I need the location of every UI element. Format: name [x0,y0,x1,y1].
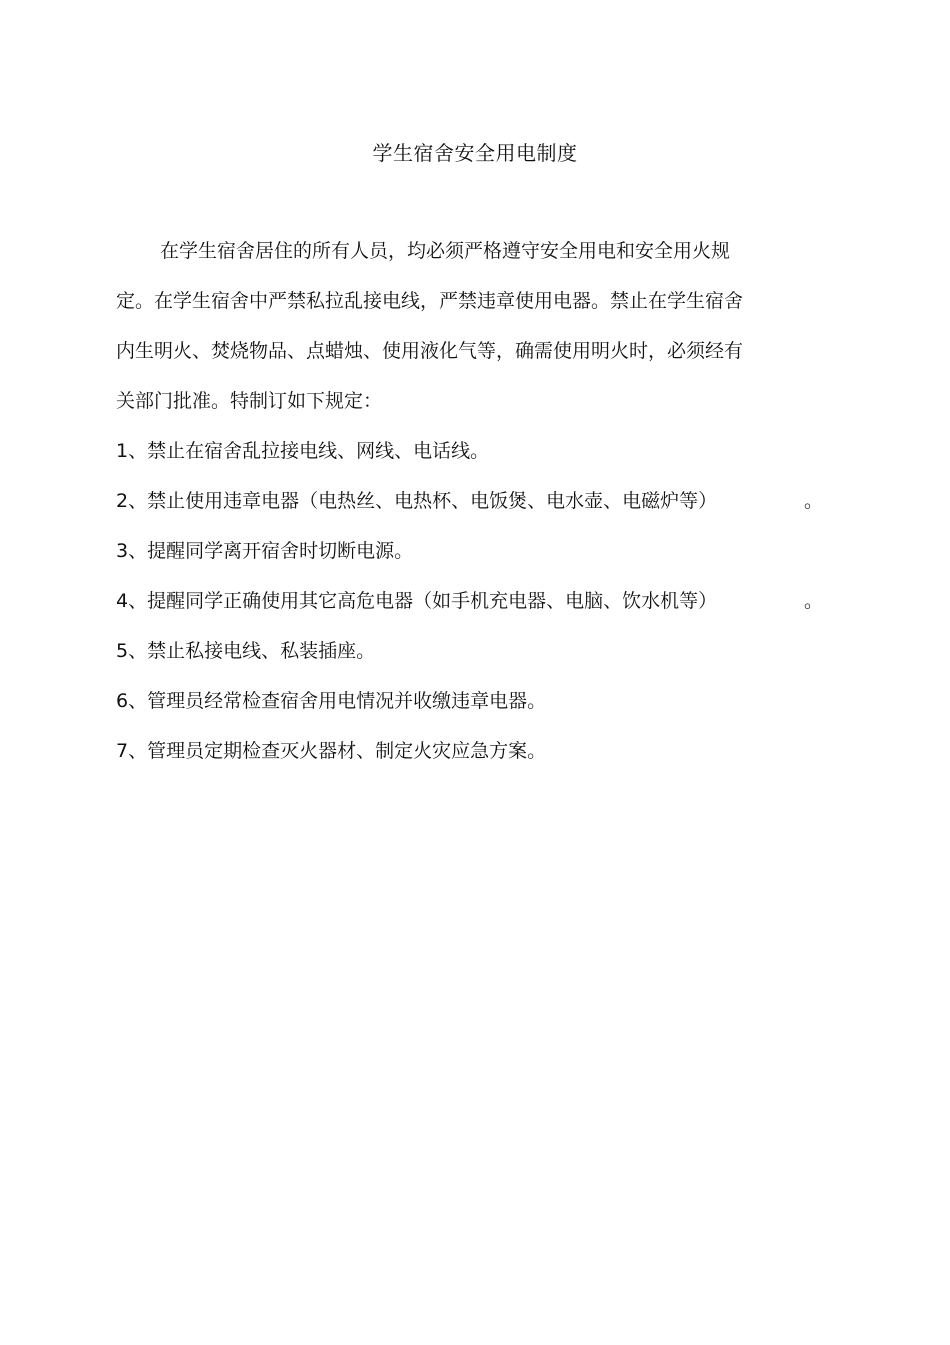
rule-text: 7、管理员定期检查灭火器材、制定火灾应急方案。 [116,740,547,762]
intro-line-1: 在学生宿舍居住的所有人员，均必须严格遵守安全用电和安全用火规 [160,240,731,262]
rule-item-5 [116,636,826,666]
rule-item-6 [116,686,826,716]
rule-item-3 [116,536,826,566]
rule-item-2 [116,486,826,516]
rule-text: 2、禁止使用违章电器（电热丝、电热杯、电饭煲、电水壶、电磁炉等） [116,490,718,512]
rule-text: 3、提醒同学离开宿舍时切断电源。 [116,540,414,562]
intro-line-2: 定。在学生宿舍中严禁私拉乱接电线，严禁违章使用电器。禁止在学生宿舍 [116,290,744,312]
intro-line-3: 内生明火、焚烧物品、点蜡烛、使用液化气等，确需使用明火时，必须经有 [116,340,744,362]
rule-text: 4、提醒同学正确使用其它高危电器（如手机充电器、电脑、饮水机等） [116,590,718,612]
rule-item-1 [116,436,826,466]
rule-trailing-period: 。 [804,590,824,612]
document-title: 学生宿舍安全用电制度 [372,141,578,165]
rule-text: 5、禁止私接电线、私装插座。 [116,640,376,662]
intro-line-4: 关部门批准。特制订如下规定： [116,390,383,412]
rule-text: 6、管理员经常检查宿舍用电情况并收缴违章电器。 [116,690,547,712]
rule-item-7 [116,736,826,766]
rule-item-4 [116,586,826,616]
rule-text: 1、禁止在宿舍乱拉接电线、网线、电话线。 [116,440,490,462]
rule-trailing-period: 。 [804,490,824,512]
